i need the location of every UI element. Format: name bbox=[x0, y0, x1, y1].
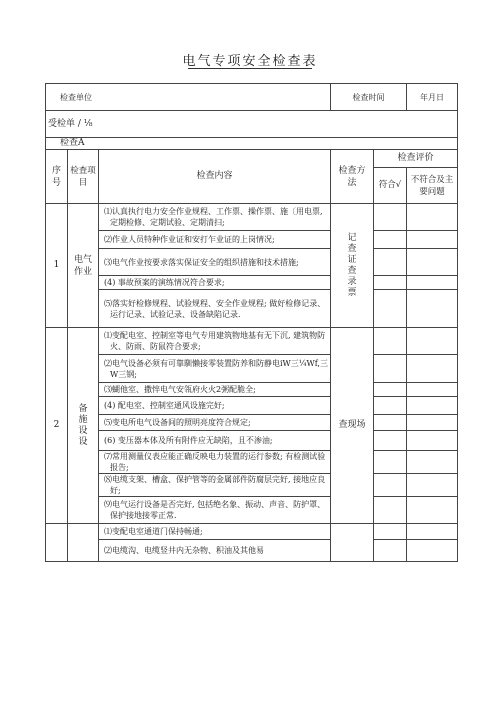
conform-cell[interactable] bbox=[374, 540, 407, 562]
check-content-text: ⑶蝴他室、撒悴电气安瓴府火火2粥配脆全; bbox=[104, 385, 256, 394]
check-content-text: ⑴变配电室通道门保持畅通; bbox=[104, 527, 203, 536]
check-content-item bbox=[99, 474, 331, 497]
check-content-text: ⑺常用测量仪表应能正确反映电力装置的运行参数; 有检测试验报告; bbox=[104, 452, 326, 472]
conform-cell[interactable] bbox=[374, 204, 407, 231]
section-seq: 2 bbox=[46, 328, 68, 524]
check-content-text: ⑴变配电室、控制室等电气专用建筑物地基有无下沉, 建筑物防火、防雨、防鼠符合要求; bbox=[104, 331, 326, 351]
nonconform-cell[interactable] bbox=[407, 415, 458, 431]
table-row bbox=[46, 397, 458, 415]
table-row bbox=[46, 540, 458, 562]
check-content-item bbox=[99, 204, 331, 231]
col-nonconform-label: 不符合及主要问题 bbox=[410, 174, 454, 197]
table-row bbox=[46, 524, 458, 540]
col-conform: 符合√ bbox=[374, 168, 407, 204]
header-row-inspector bbox=[46, 138, 458, 150]
section-item bbox=[68, 328, 99, 524]
conform-cell[interactable] bbox=[374, 276, 407, 290]
nonconform-cell[interactable] bbox=[407, 231, 458, 249]
section-method bbox=[331, 204, 374, 328]
check-content-item bbox=[99, 431, 331, 451]
check-content-item bbox=[99, 276, 331, 290]
table-row bbox=[46, 355, 458, 383]
table-row bbox=[46, 415, 458, 431]
check-content-text: ⑸变电所电气设备间的照明亮度符合规定; bbox=[104, 418, 251, 427]
check-content-text: ⑵电缆沟、电缆竖井内无杂物、积油及其他易 bbox=[104, 546, 264, 555]
section-method bbox=[331, 524, 374, 562]
check-content-text: (6) 变压器本体及所有附件应无缺陷，且不渗油; bbox=[104, 436, 273, 445]
nonconform-cell[interactable] bbox=[407, 451, 458, 474]
nonconform-cell[interactable] bbox=[407, 431, 458, 451]
conform-cell[interactable] bbox=[374, 231, 407, 249]
check-content-text: (4) 事故预案的演练情况符合要求; bbox=[104, 278, 225, 287]
conform-cell[interactable] bbox=[374, 397, 407, 415]
table-row bbox=[46, 328, 458, 355]
nonconform-cell[interactable] bbox=[407, 276, 458, 290]
table-row bbox=[46, 431, 458, 451]
check-content-item bbox=[99, 497, 331, 524]
check-content-text: ⑵电气设备必须有可靠馴懒接零装置防养和防静电iW三¼Wf,三W三钢; bbox=[104, 358, 328, 379]
nonconform-cell[interactable] bbox=[407, 355, 458, 383]
col-evaluation: 检查评价 bbox=[374, 150, 458, 168]
inspection-table bbox=[45, 83, 458, 562]
section-method-label: 查现场 bbox=[338, 420, 366, 430]
check-content-item bbox=[99, 397, 331, 415]
conform-cell[interactable] bbox=[374, 355, 407, 383]
check-content-text: ⑸落实好检修规程、试验规程、安全作业规程; 做好检修记录、运行记录、试验记录、设备缺陷记录. bbox=[104, 298, 326, 319]
section-method bbox=[331, 328, 374, 524]
check-content-text: ⑼电气运行设备是否完好, 包括绝名象、振动、声音、防护罩、保护接地接零正常. bbox=[104, 500, 326, 520]
inspected-label: 受检单 / ⅛ bbox=[46, 111, 458, 138]
check-content-item bbox=[99, 451, 331, 474]
table-row bbox=[46, 231, 458, 249]
check-content-text: ⑵作业人员特种作业证和安打乍业证的上岗情况; bbox=[104, 235, 275, 244]
nonconform-cell[interactable] bbox=[407, 540, 458, 562]
col-method-label: 检查方法 bbox=[338, 165, 366, 188]
conform-cell[interactable] bbox=[374, 328, 407, 355]
check-content-item bbox=[99, 355, 331, 383]
conform-cell[interactable] bbox=[374, 474, 407, 497]
table-row bbox=[46, 383, 458, 397]
table-row bbox=[46, 451, 458, 474]
check-content-text: ⑻电缆支架、槽盒、保护管等的金属部件防腐层完好, 接地应良好; bbox=[104, 475, 326, 495]
col-seq-label: 序号 bbox=[51, 165, 61, 188]
title-underline bbox=[188, 68, 312, 69]
section-method-label: 记查证查录票 bbox=[347, 232, 357, 298]
col-item-label: 检査项目 bbox=[70, 165, 96, 188]
conform-cell[interactable] bbox=[374, 451, 407, 474]
check-content-text: ⑴认真执行电力安全作业规程、工作票、操作票、施〔用电票, 定期检修、定期试验、定期清扫; bbox=[104, 207, 323, 227]
nonconform-cell[interactable] bbox=[407, 397, 458, 415]
conform-cell[interactable] bbox=[374, 249, 407, 276]
table-row bbox=[46, 249, 458, 276]
nonconform-cell[interactable] bbox=[407, 474, 458, 497]
inspector-label: 检查A bbox=[46, 138, 458, 150]
time-label: 检查时间 bbox=[331, 84, 407, 111]
column-header-row-1 bbox=[46, 150, 458, 168]
check-content-item bbox=[99, 249, 331, 276]
col-item bbox=[68, 150, 99, 204]
table-row bbox=[46, 204, 458, 231]
nonconform-cell[interactable] bbox=[407, 524, 458, 540]
nonconform-cell[interactable] bbox=[407, 204, 458, 231]
nonconform-cell[interactable] bbox=[407, 328, 458, 355]
conform-cell[interactable] bbox=[374, 290, 407, 328]
nonconform-cell[interactable] bbox=[407, 249, 458, 276]
section-seq bbox=[46, 524, 68, 562]
col-method bbox=[331, 150, 374, 204]
unit-label: 检查单位 bbox=[46, 84, 331, 111]
section-item-label: 备施设设 bbox=[78, 403, 88, 447]
check-content-item bbox=[99, 540, 331, 562]
section-seq: 1 bbox=[46, 204, 68, 328]
header-row-unit bbox=[46, 84, 458, 111]
col-seq bbox=[46, 150, 68, 204]
section-item bbox=[68, 524, 99, 562]
col-nonconform bbox=[407, 168, 458, 204]
conform-cell[interactable] bbox=[374, 383, 407, 397]
conform-cell[interactable] bbox=[374, 497, 407, 524]
section-item bbox=[68, 204, 99, 328]
date-label: 年月日 bbox=[407, 84, 458, 111]
check-content-item bbox=[99, 383, 331, 397]
nonconform-cell[interactable] bbox=[407, 290, 458, 328]
nonconform-cell[interactable] bbox=[407, 383, 458, 397]
col-content: 检查内容 bbox=[99, 150, 331, 204]
check-content-text: ⑶电气作业按要求落实保证安全的组织措施和技术措施; bbox=[104, 257, 299, 267]
table-row bbox=[46, 276, 458, 290]
check-content-item bbox=[99, 290, 331, 328]
table-row bbox=[46, 290, 458, 328]
header-row-inspected bbox=[46, 111, 458, 138]
check-content-text: (4) 配电室、控制室通风设施完好; bbox=[104, 401, 225, 410]
document-title: 电气专项安全检查表 bbox=[182, 54, 318, 69]
check-content-item bbox=[99, 328, 331, 355]
check-content-item bbox=[99, 524, 331, 540]
conform-cell[interactable] bbox=[374, 415, 407, 431]
conform-cell[interactable] bbox=[374, 524, 407, 540]
nonconform-cell[interactable] bbox=[407, 497, 458, 524]
table-row bbox=[46, 474, 458, 497]
table-row bbox=[46, 497, 458, 524]
check-content-item bbox=[99, 415, 331, 431]
check-content-item bbox=[99, 231, 331, 249]
conform-cell[interactable] bbox=[374, 431, 407, 451]
section-item-label: 电气作业 bbox=[73, 254, 92, 277]
